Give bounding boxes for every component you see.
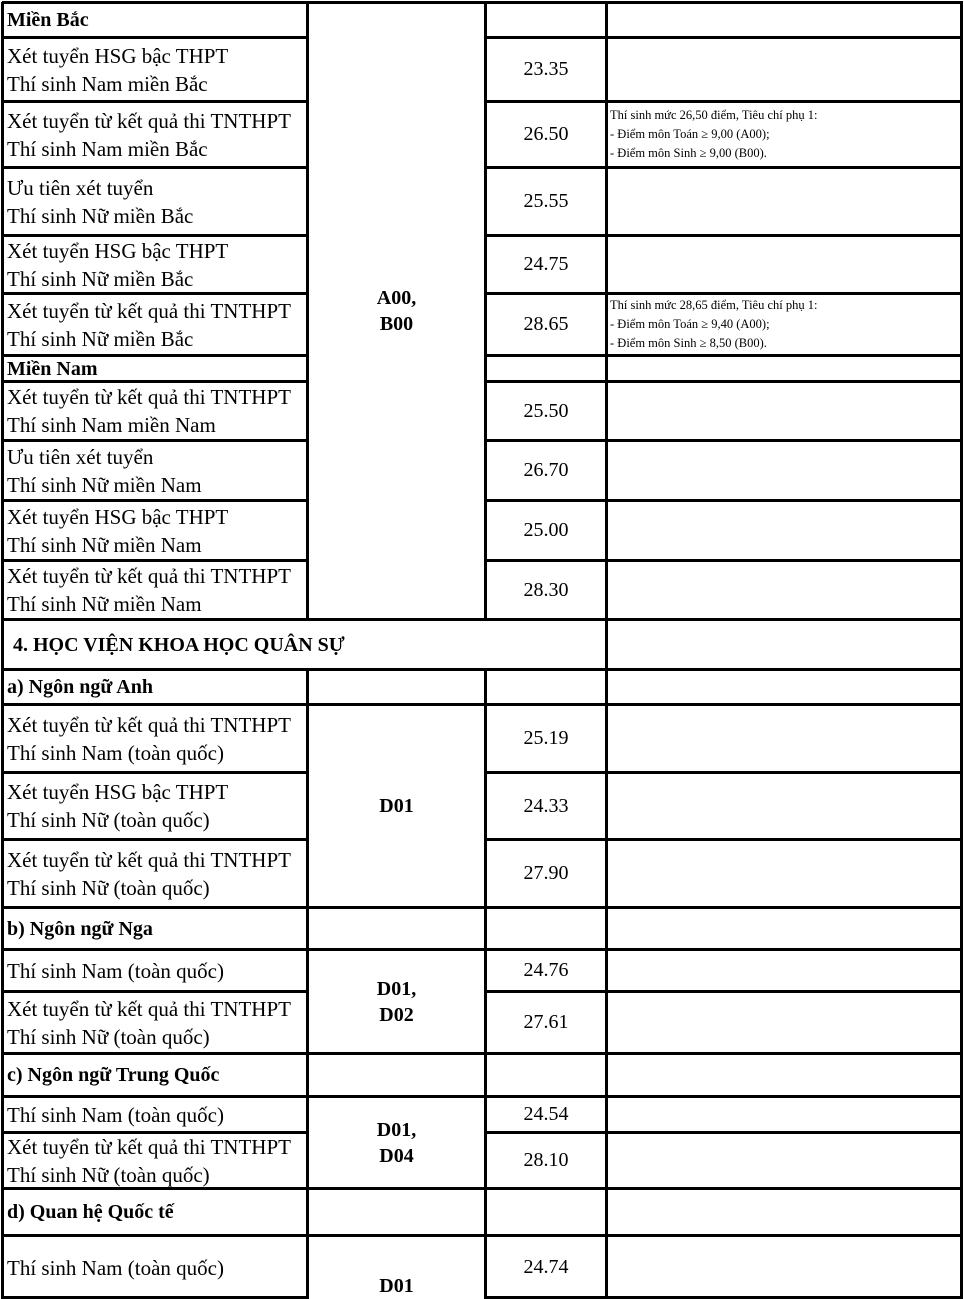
note-cell	[608, 1134, 960, 1187]
admission-criteria-cell: Ưu tiên xét tuyển Thí sinh Nữ miền Bắc	[7, 175, 194, 228]
score-cell: 25.55	[523, 190, 569, 212]
score-cell	[487, 671, 605, 703]
admission-criteria-cell: Thí sinh Nam (toàn quốc)	[7, 1102, 224, 1127]
note-cell	[608, 841, 960, 906]
column-border	[1, 2, 4, 1299]
admission-criteria-cell: Xét tuyển từ kết quả thi TNTHPT Thí sinh Nữ (toàn quốc)	[7, 847, 291, 900]
row-border	[307, 906, 487, 909]
score-cell: 25.00	[523, 519, 569, 541]
note-cell	[608, 502, 960, 559]
score-cell: 24.76	[523, 959, 569, 981]
score-cell: 24.54	[523, 1103, 569, 1125]
admission-criteria-cell: Ưu tiên xét tuyển Thí sinh Nữ miền Nam	[7, 444, 202, 497]
score-cell: 25.19	[523, 727, 569, 749]
admission-criteria-cell: Xét tuyển HSG bậc THPT Thí sinh Nữ (toàn quốc)	[7, 780, 229, 832]
score-cell	[487, 1190, 605, 1234]
column-border	[306, 1188, 309, 1235]
note-cell	[608, 1055, 960, 1095]
admission-criteria-cell: Xét tuyển từ kết quả thi TNTHPT Thí sinh Nữ (toàn quốc)	[7, 996, 291, 1049]
note-cell	[608, 706, 960, 771]
major-heading: b) Ngôn ngữ Nga	[7, 917, 153, 940]
note-cell	[608, 39, 960, 100]
subject-group-cell: A00, B00	[376, 287, 417, 335]
note-cell	[608, 1098, 960, 1131]
major-heading: d) Quan hệ Quốc tế	[7, 1201, 174, 1223]
note-cell	[608, 621, 960, 668]
admission-criteria-cell: Thí sinh Nam (toàn quốc)	[7, 1255, 224, 1280]
column-border	[306, 669, 309, 704]
major-heading: a) Ngôn ngữ Anh	[7, 676, 153, 698]
region-heading: Miền Nam	[7, 357, 98, 380]
note-cell: Thí sinh mức 26,50 điểm, Tiêu chí phụ 1: - Điểm môn Toán ≥ 9,00 (A00); - Điểm môn Sinh ≥ 9,00 (B00).	[610, 108, 818, 160]
score-cell: 28.10	[523, 1149, 569, 1171]
institution-heading: 4. HỌC VIỆN KHOA HỌC QUÂN SỰ	[13, 633, 345, 656]
score-cell	[487, 909, 605, 948]
note-cell	[608, 671, 960, 703]
note-cell	[608, 562, 960, 618]
major-heading: c) Ngôn ngữ Trung Quốc	[7, 1064, 220, 1086]
note-cell: Thí sinh mức 28,65 điểm, Tiêu chí phụ 1: - Điểm môn Toán ≥ 9,40 (A00); - Điểm môn Sinh ≥ 8,50 (B00).	[610, 298, 818, 350]
score-cell: 28.30	[523, 578, 569, 601]
admission-criteria-cell: Xét tuyển từ kết quả thi TNTHPT Thí sinh Nam (toàn quốc)	[7, 712, 291, 765]
score-cell: 27.61	[523, 1011, 569, 1033]
column-border	[306, 1053, 309, 1096]
row-border	[307, 668, 487, 671]
score-cell: 23.35	[523, 58, 569, 80]
admission-criteria-cell: Xét tuyển từ kết quả thi TNTHPT Thí sinh Nữ miền Bắc	[7, 298, 291, 351]
note-cell	[608, 1190, 960, 1234]
admission-criteria-cell: Xét tuyển HSG bậc THPT Thí sinh Nữ miền Bắc	[7, 238, 229, 291]
score-cell: 25.50	[523, 399, 569, 422]
score-cell	[487, 1055, 605, 1095]
column-border	[306, 907, 309, 949]
note-cell	[608, 357, 960, 380]
row-border	[307, 1052, 487, 1055]
admission-criteria-cell: Xét tuyển HSG bậc THPT Thí sinh Nữ miền Nam	[7, 504, 229, 557]
note-cell	[608, 383, 960, 439]
note-cell	[608, 442, 960, 499]
score-cell: 27.90	[523, 862, 569, 884]
note-cell	[608, 909, 960, 948]
note-cell	[608, 993, 960, 1052]
score-cell: 26.70	[523, 459, 569, 481]
subject-group-cell: D01, D04	[376, 1118, 417, 1167]
admission-criteria-cell: Thí sinh Nam (toàn quốc)	[7, 958, 224, 983]
score-cell: 26.50	[523, 123, 569, 145]
admission-criteria-cell: Xét tuyển từ kết quả thi TNTHPT Thí sinh Nữ (toàn quốc)	[7, 1134, 291, 1187]
note-cell	[608, 169, 960, 234]
score-cell: 24.33	[523, 794, 569, 817]
score-cell: 28.65	[523, 313, 569, 335]
note-cell	[608, 951, 960, 990]
note-cell	[608, 237, 960, 292]
region-heading: Miền Bắc	[7, 9, 89, 31]
admission-criteria-cell: Xét tuyển từ kết quả thi TNTHPT Thí sinh Nam miền Bắc	[7, 108, 291, 161]
admission-criteria-cell: Xét tuyển từ kết quả thi TNTHPT Thí sinh Nữ miền Nam	[7, 564, 291, 616]
score-cell	[487, 4, 605, 36]
subject-group-cell: D01	[379, 795, 414, 817]
admission-criteria-cell: Xét tuyển HSG bậc THPT Thí sinh Nam miền Bắc	[7, 43, 229, 96]
admission-criteria-cell: Xét tuyển từ kết quả thi TNTHPT Thí sinh Nam miền Nam	[7, 385, 291, 437]
column-border	[960, 2, 963, 1299]
score-cell: 24.75	[523, 253, 569, 275]
score-cell	[487, 357, 605, 380]
note-cell	[608, 1237, 960, 1298]
note-cell	[608, 774, 960, 838]
score-cell: 24.74	[523, 1256, 569, 1278]
note-cell	[608, 4, 960, 36]
subject-group-cell: D01, D02	[376, 977, 417, 1026]
row-border	[307, 1187, 487, 1190]
subject-group-cell: D01	[379, 1275, 414, 1297]
